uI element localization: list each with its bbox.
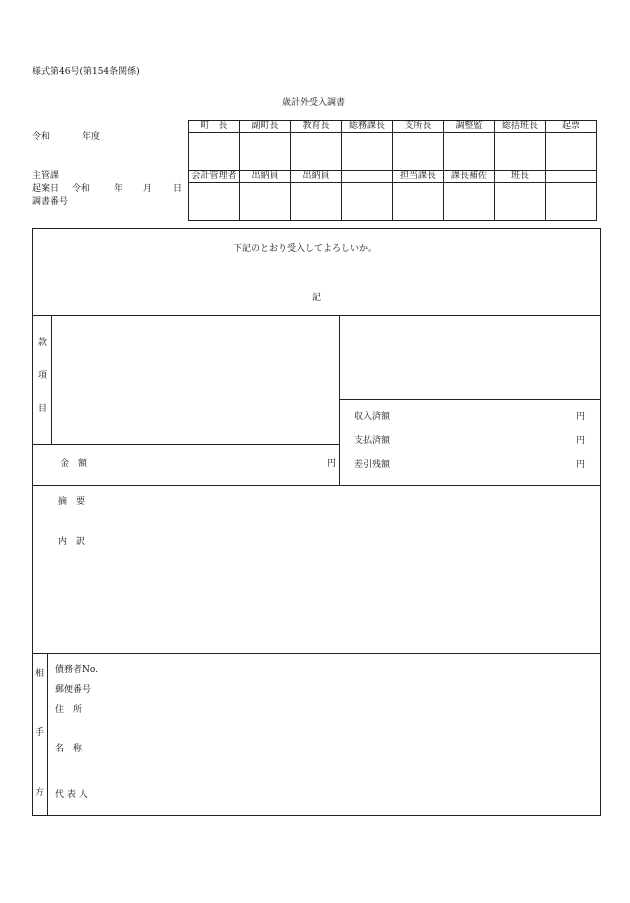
stamp-space[interactable] — [444, 133, 495, 171]
divider — [33, 653, 600, 654]
draft-date-label: 起案日 — [32, 184, 60, 194]
amount-label: 金 額 — [60, 459, 88, 469]
party-char-2: 手 — [35, 728, 45, 738]
approval-header: 総括班長 — [495, 121, 546, 133]
counterparty-field[interactable] — [123, 659, 593, 809]
breakdown-label: 内 訳 — [58, 537, 86, 547]
approval-header: 会計管理者 — [189, 171, 240, 183]
divider — [339, 315, 340, 485]
stamp-space[interactable] — [393, 183, 444, 221]
approval-header: 班長 — [495, 171, 546, 183]
document-title: 歳計外受入調書 — [282, 98, 346, 108]
kou-label: 項 — [38, 371, 48, 381]
doc-number-label: 調書番号 — [32, 197, 69, 207]
divider — [33, 444, 340, 445]
address-label: 住 所 — [55, 705, 83, 715]
approval-header: 起票 — [546, 121, 597, 133]
divider — [47, 653, 48, 815]
approval-header: 副町長 — [240, 121, 291, 133]
party-char-3: 方 — [35, 788, 45, 798]
summary-label: 摘 要 — [58, 497, 86, 507]
received-label: 収入済額 — [354, 412, 391, 422]
stamp-space[interactable] — [495, 133, 546, 171]
approval-header: 支所長 — [393, 121, 444, 133]
summary-field[interactable] — [113, 491, 593, 646]
stamp-space[interactable] — [342, 183, 393, 221]
stamp-space[interactable] — [444, 183, 495, 221]
approval-header: 調整監 — [444, 121, 495, 133]
ki-label: 記 — [312, 293, 322, 303]
approval-header: 総務課長 — [342, 121, 393, 133]
approval-stamp-table — [188, 120, 597, 221]
amount-field[interactable] — [113, 449, 313, 479]
kan-label: 款 — [38, 338, 48, 348]
stamp-space[interactable] — [189, 183, 240, 221]
moku-label: 目 — [38, 404, 48, 414]
divider — [340, 399, 600, 400]
representative-label: 代 表 人 — [55, 790, 88, 800]
stamp-space[interactable] — [189, 133, 240, 171]
party-char-1: 相 — [35, 669, 45, 679]
intro-text: 下記のとおり受入してよろしいか。 — [233, 244, 378, 254]
paid-label: 支払済額 — [354, 436, 391, 446]
form-number-label: 様式第46号(第154条関係) — [32, 67, 140, 77]
stamp-space[interactable] — [291, 133, 342, 171]
creditor-no-label: 債務者No. — [55, 665, 98, 675]
balance-label: 差引残額 — [354, 460, 391, 470]
approval-header: 教育長 — [291, 121, 342, 133]
draft-year: 年 — [114, 184, 124, 194]
fiscal-era: 令和 — [32, 132, 51, 142]
received-yen: 円 — [576, 412, 586, 422]
postal-code-label: 郵便番号 — [55, 685, 92, 695]
approval-header: 出納員 — [291, 171, 342, 183]
main-form-box — [32, 228, 601, 816]
stamp-space[interactable] — [240, 183, 291, 221]
approval-header — [342, 171, 393, 183]
approval-header: 町 長 — [189, 121, 240, 133]
stamp-space[interactable] — [495, 183, 546, 221]
stamp-space[interactable] — [546, 183, 597, 221]
stamp-space[interactable] — [291, 183, 342, 221]
paid-yen: 円 — [576, 436, 586, 446]
approval-header: 出納員 — [240, 171, 291, 183]
draft-era: 令和 — [72, 184, 91, 194]
account-item-field[interactable] — [52, 316, 338, 443]
draft-month: 月 — [143, 184, 153, 194]
stamp-space[interactable] — [393, 133, 444, 171]
approval-header — [546, 171, 597, 183]
section-label: 主管課 — [32, 171, 60, 181]
stamp-space[interactable] — [342, 133, 393, 171]
balance-yen: 円 — [576, 460, 586, 470]
approval-header: 課長補佐 — [444, 171, 495, 183]
stamp-space[interactable] — [546, 133, 597, 171]
approval-header: 担当課長 — [393, 171, 444, 183]
amount-yen: 円 — [327, 459, 337, 469]
draft-day: 日 — [173, 184, 183, 194]
divider — [33, 485, 600, 486]
name-label: 名 称 — [55, 744, 83, 754]
fiscal-year-label: 年度 — [82, 132, 101, 142]
stamp-space[interactable] — [240, 133, 291, 171]
